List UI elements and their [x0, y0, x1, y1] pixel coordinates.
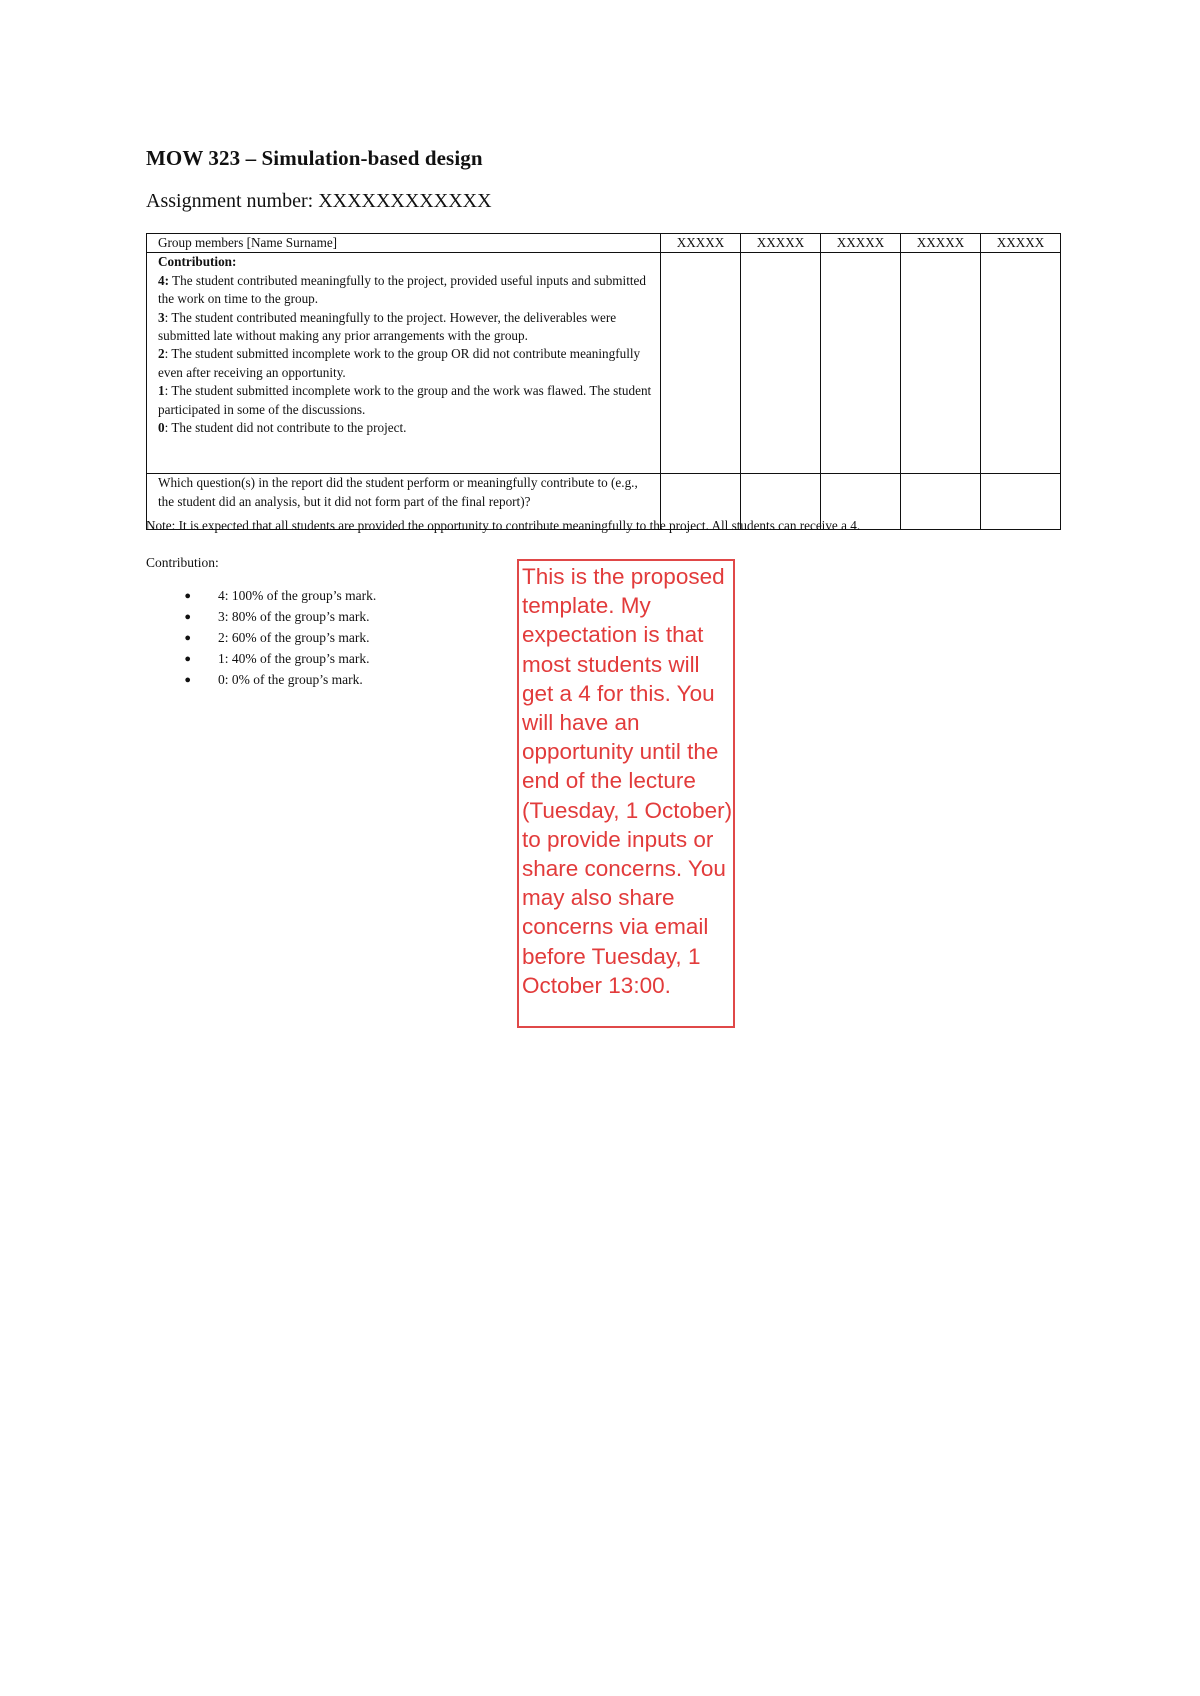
assignment-number: Assignment number: XXXXXXXXXXXX [146, 190, 492, 212]
bullet-icon: ● [184, 589, 191, 602]
question-answer-cell[interactable] [901, 474, 981, 530]
criterion-text: : The student submitted incomplete work to the group OR did not contribute meaningfully even after receiving an opportunity. [158, 346, 641, 380]
group-members-label: Group members [Name Surname] [147, 234, 661, 253]
contribution-criteria-cell [147, 253, 661, 474]
criterion-4 [158, 272, 654, 309]
contribution-row [147, 253, 1061, 474]
question-answer-cell[interactable] [981, 474, 1061, 530]
contribution-score-cell[interactable] [741, 253, 821, 474]
scale-level-text: 0: 0% of the group’s mark. [218, 671, 363, 687]
criterion-score: 1 [158, 383, 165, 399]
question-prompt-cell: Which question(s) in the report did the student perform or meaningfully contribute to (e.g., the student did an analysis, but it did not form part of the final report)? [147, 474, 661, 530]
contribution-scale-heading: Contribution: [146, 555, 219, 570]
criterion-text: The student contributed meaningfully to the project, provided useful inputs and submitted the work on time to the group. [158, 272, 646, 307]
member-name-cell: XXXXX [741, 234, 821, 253]
bullet-icon: ● [184, 673, 191, 686]
list-item [146, 669, 376, 690]
criterion-score: 0 [158, 420, 165, 436]
peer-assessment-table [146, 233, 1061, 530]
criterion-0 [158, 419, 654, 437]
criterion-text: : The student did not contribute to the project. [164, 420, 407, 436]
criterion-score: 4: [158, 272, 169, 288]
criterion-text: : The student submitted incomplete work to the group and the work was flawed. The student participated in some of the discussions. [158, 383, 652, 417]
criterion-3 [158, 309, 654, 346]
bullet-icon: ● [184, 631, 191, 644]
contribution-heading: Contribution: [158, 254, 237, 270]
member-name-cell: XXXXX [821, 234, 901, 253]
contribution-score-cell[interactable] [821, 253, 901, 474]
contribution-score-cell[interactable] [981, 253, 1061, 474]
contribution-score-cell[interactable] [661, 253, 741, 474]
list-item [146, 585, 376, 606]
table-header-row [147, 234, 1061, 253]
criterion-2 [158, 345, 654, 382]
bullet-icon: ● [184, 610, 191, 623]
criterion-score: 3 [158, 309, 165, 325]
bullet-icon: ● [184, 652, 191, 665]
expectation-note: Note: It is expected that all students are provided the opportunity to contribute meaningfully to the project. All students can receive a 4. [146, 518, 861, 533]
scale-level-text: 1: 40% of the group’s mark. [218, 650, 370, 666]
contribution-score-cell[interactable] [901, 253, 981, 474]
scale-level-text: 3: 80% of the group’s mark. [218, 608, 370, 624]
member-name-cell: XXXXX [981, 234, 1061, 253]
member-name-cell: XXXXX [661, 234, 741, 253]
list-item [146, 606, 376, 627]
document-title: MOW 323 – Simulation-based design [146, 146, 483, 170]
list-item [146, 648, 376, 669]
contribution-scale-list [146, 585, 376, 690]
criterion-text: : The student contributed meaningfully to the project. However, the deliverables were submitted late without making any prior arrangements with the group. [158, 309, 617, 344]
list-item [146, 627, 376, 648]
member-name-cell: XXXXX [901, 234, 981, 253]
comment-annotation: This is the proposed template. My expectation is that most students will get a 4 for this. You will have an opportunity until the end of the lecture (Tuesday, 1 October) to provide inputs or share concerns. You may also share concerns via email before Tuesday, 1 October 13:00. [517, 559, 735, 1028]
scale-level-text: 2: 60% of the group’s mark. [218, 629, 370, 645]
scale-level-text: 4: 100% of the group’s mark. [218, 587, 377, 603]
criterion-1 [158, 382, 654, 419]
criterion-score: 2 [158, 346, 165, 362]
